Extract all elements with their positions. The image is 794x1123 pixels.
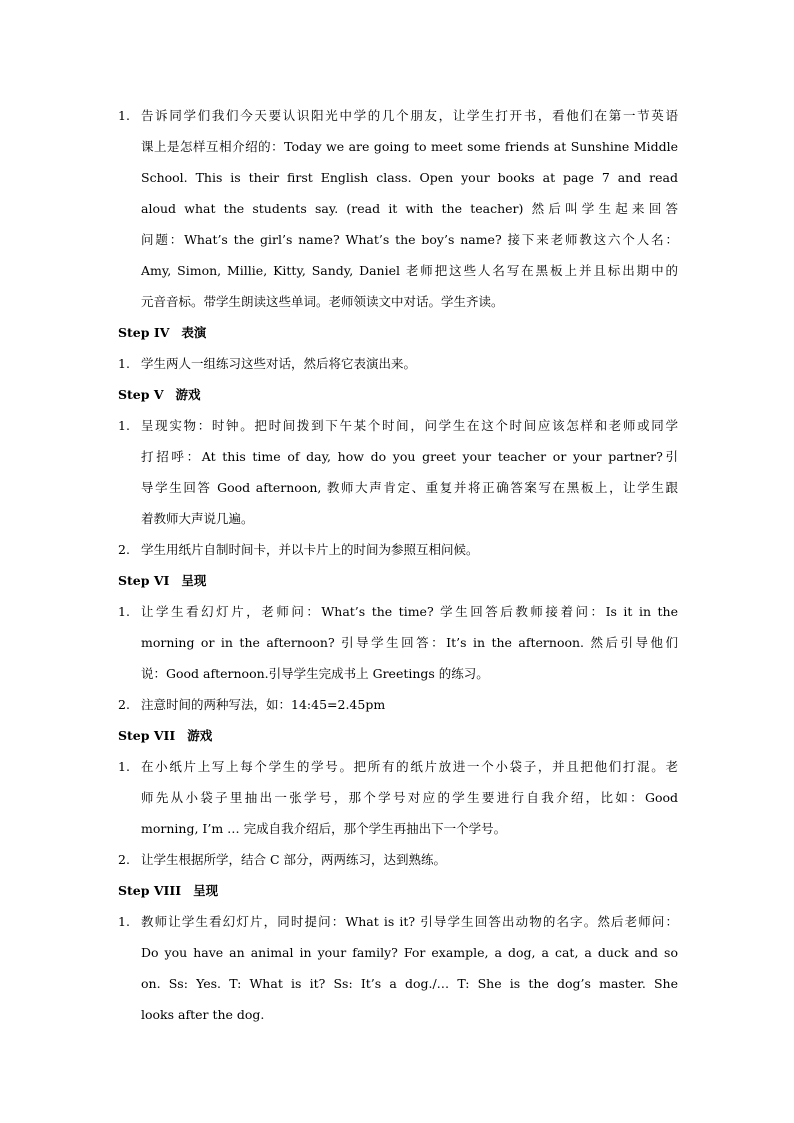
list-item [118,410,678,534]
list-item-number: 1. [118,108,130,123]
step-heading-label: Step V [118,387,164,402]
list-item-number: 1. [118,604,130,619]
list-item-number: 1. [118,418,130,433]
list-item-line: aloud what the students say. (read it with the teacher) 然后叫学生起来回答 [141,201,678,216]
list-item-line: 问题：What’s the girl’s name? What’s the boy’s name? 接下来老师教这六个人名： [141,232,678,247]
list-item-line: 让学生根据所学，结合 C 部分，两两练习，达到熟练。 [141,852,447,867]
list-item-line: on. Ss: Yes. T: What is it? Ss: It’s a dog./… T: She is the dog’s master. She [141,976,678,991]
step-heading [118,875,678,906]
step-heading-title: 表演 [181,325,207,340]
list-item-line: 注意时间的两种写法，如：14:45=2.45pm [141,697,386,712]
step-heading [118,317,678,348]
step-heading [118,379,678,410]
list-item-line: 着教师大声说几遍。 [141,511,254,526]
list-item [118,534,678,565]
list-item-line: 让学生看幻灯片，老师问：What’s the time? 学生回答后教师接着问：Is it in the [141,604,678,619]
step-heading-title: 游戏 [187,728,213,743]
list-item [118,751,678,844]
list-item-line: 在小纸片上写上每个学生的学号。把所有的纸片放进一个小袋子，并且把他们打混。老 [141,759,678,774]
list-item-line: 学生两人一组练习这些对话，然后将它表演出来。 [141,356,417,371]
list-item-number: 1. [118,356,130,371]
lesson-plan-content [118,100,678,1030]
list-item-line: 告诉同学们我们今天要认识阳光中学的几个朋友，让学生打开书，看他们在第一节英语 [141,108,678,123]
list-item-line: looks after the dog. [141,1007,265,1022]
list-item-line: Amy, Simon, Millie, Kitty, Sandy, Daniel 老师把这些人名写在黑板上并且标出期中的 [141,263,678,278]
list-item [118,689,678,720]
step-heading-title: 呈现 [181,573,207,588]
list-item [118,844,678,875]
list-item-line: 学生用纸片自制时间卡，并以卡片上的时间为参照互相问候。 [141,542,479,557]
list-item-line: 导学生回答 Good afternoon, 教师大声肯定、重复并将正确答案写在黑板上，让学生跟 [141,480,678,495]
list-item [118,348,678,379]
list-item-number: 2. [118,542,130,557]
step-heading-label: Step VI [118,573,170,588]
list-item [118,596,678,689]
list-item-line: 课上是怎样互相介绍的：Today we are going to meet some friends at Sunshine Middle [141,139,678,154]
list-item [118,906,678,1030]
list-item [118,100,678,317]
step-heading [118,565,678,596]
list-item-line: morning, I’m … 完成自我介绍后，那个学生再抽出下一个学号。 [141,821,507,836]
list-item-line: Do you have an animal in your family? For example, a dog, a cat, a duck and so [141,945,678,960]
list-item-number: 1. [118,914,130,929]
list-item-number: 2. [118,852,130,867]
list-item-line: 说：Good afternoon.引导学生完成书上 Greetings 的练习。 [141,666,489,681]
list-item-line: 师先从小袋子里抽出一张学号，那个学号对应的学生要进行自我介绍，比如：Good [141,790,678,805]
list-item-line: 元音音标。带学生朗读这些单词。老师领读文中对话。学生齐读。 [141,294,504,309]
list-item-line: 教师让学生看幻灯片，同时提问：What is it? 引导学生回答出动物的名字。然后老师问： [141,914,678,929]
list-item-line: morning or in the afternoon? 引导学生回答：It’s in the afternoon. 然后引导他们 [141,635,678,650]
step-heading [118,720,678,751]
list-item-number: 2. [118,697,130,712]
step-heading-label: Step VIII [118,883,182,898]
list-item-line: 呈现实物：时钟。把时间拨到下午某个时间，问学生在这个时间应该怎样和老师或同学 [141,418,678,433]
step-heading-label: Step VII [118,728,176,743]
step-heading-title: 呈现 [193,883,219,898]
list-item-line: School. This is their first English class. Open your books at page 7 and read [141,170,678,185]
list-item-line: 打招呼：At this time of day, how do you greet your teacher or your partner?引 [141,449,678,464]
step-heading-label: Step IV [118,325,170,340]
step-heading-title: 游戏 [175,387,201,402]
list-item-number: 1. [118,759,130,774]
